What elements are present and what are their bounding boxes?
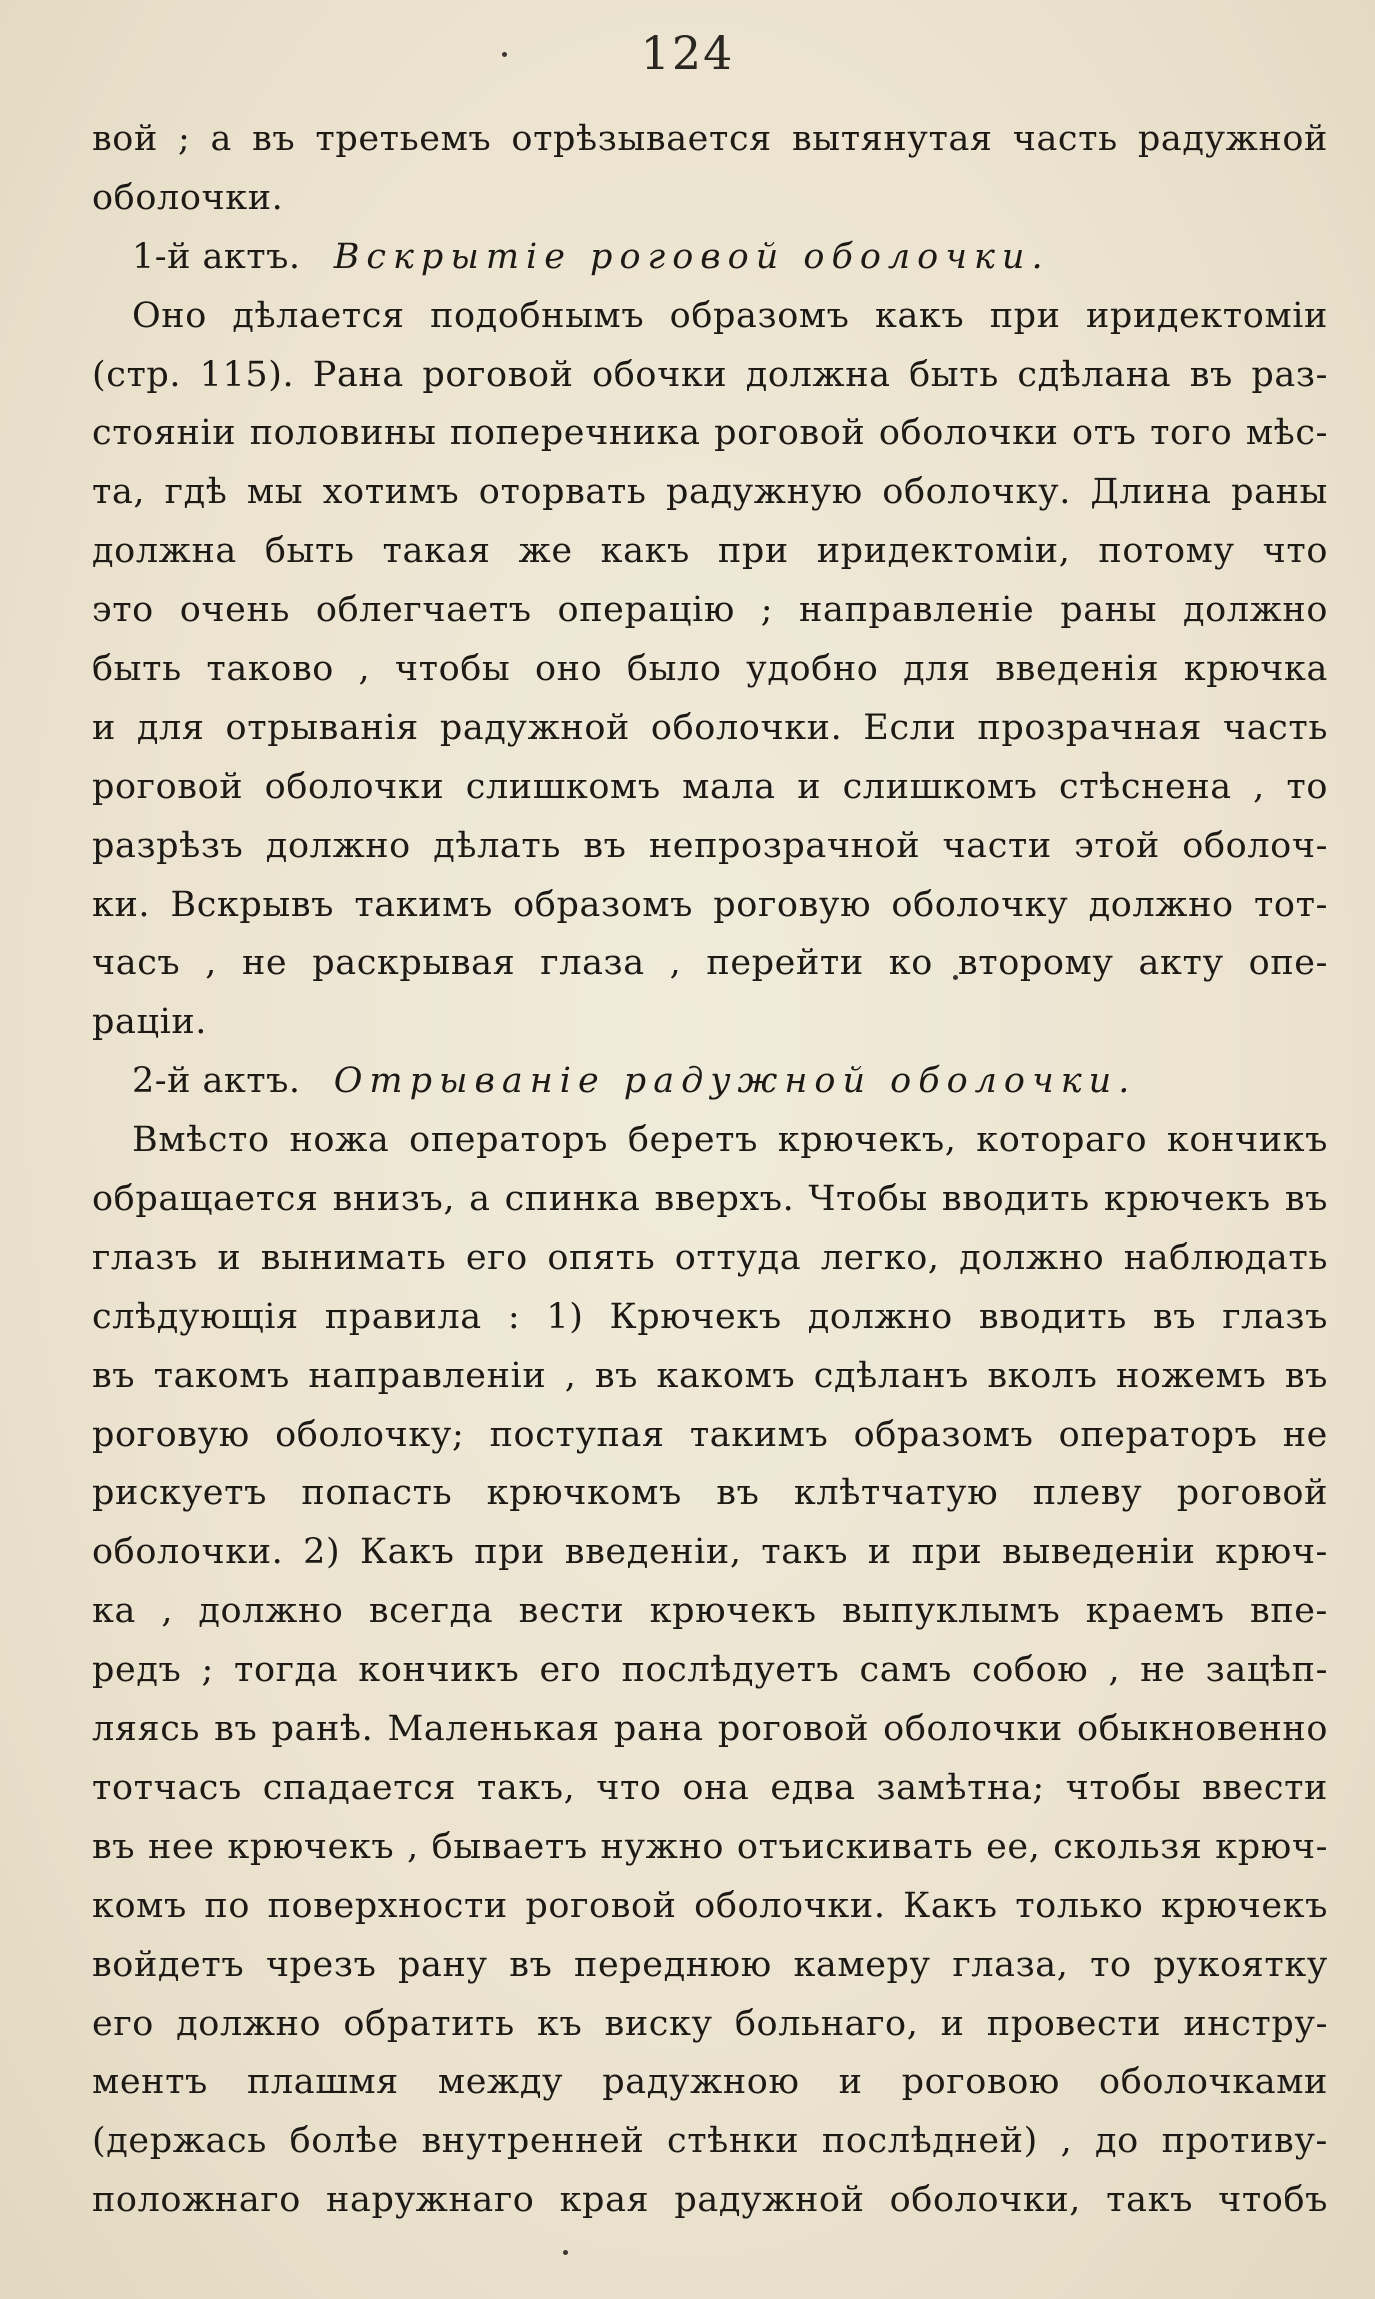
page-number: 124: [640, 26, 735, 80]
text-line: ментъ плашмя между радужною и роговою оболочками: [92, 2062, 1328, 2103]
text-line: глазъ и вынимать его опять оттуда легко, должно наблюдать: [92, 1237, 1328, 1278]
act-label: 1-й актъ.: [132, 236, 301, 277]
text-line: рискуетъ попасть крючкомъ въ клѣтчатую плеву роговой: [92, 1473, 1328, 1514]
act-label: 2-й актъ.: [132, 1061, 301, 1102]
text-line: войдетъ чрезъ рану въ переднюю камеру глаза, то рукоятку: [92, 1944, 1328, 1985]
text-line: (держась болѣе внутренней стѣнки послѣдней) , до противу-: [92, 2121, 1328, 2162]
text-line: (стр. 115). Рана роговой обочки должна быть сдѣлана въ раз-: [92, 354, 1328, 395]
act-title: Вскрытіе роговой оболочки.: [333, 236, 1050, 277]
text-line: и для отрыванія радужной оболочки. Если прозрачная часть: [92, 707, 1328, 748]
text-line: оболочки.: [92, 177, 284, 218]
text-line: положнаго наружнаго края радужной оболочки, такъ чтобъ: [92, 2180, 1328, 2221]
text-line: его должно обратить къ виску больнаго, и провести инстру-: [92, 2003, 1328, 2044]
text-line: та, гдѣ мы хотимъ оторвать радужную оболочку. Длина раны: [92, 472, 1328, 513]
act-title: Отрываніе радужной оболочки.: [333, 1061, 1137, 1102]
text-line: редъ ; тогда кончикъ его послѣдуетъ самъ собою , не зацѣп-: [92, 1650, 1328, 1691]
text-line: ка , должно всегда вести крючекъ выпуклымъ краемъ впе-: [92, 1591, 1328, 1632]
body-text: [92, 110, 1328, 2230]
text-line: стояніи половины поперечника роговой оболочки отъ того мѣс-: [92, 413, 1328, 454]
ink-speck: [502, 52, 507, 57]
text-line: Вмѣсто ножа операторъ беретъ крючекъ, котораго кончикъ: [132, 1120, 1328, 1161]
text-line: ляясь въ ранѣ. Маленькая рана роговой оболочки обыкновенно: [92, 1709, 1328, 1750]
text-line: комъ по поверхности роговой оболочки. Какъ только крючекъ: [92, 1885, 1328, 1926]
text-line: вой ; а въ третьемъ отрѣзывается вытянутая часть радужной: [92, 119, 1328, 159]
text-line: тотчасъ спадается такъ, что она едва замѣтна; чтобы ввести: [92, 1767, 1328, 1808]
text-line: въ такомъ направленіи , въ какомъ сдѣланъ вколъ ножемъ въ: [92, 1355, 1328, 1396]
text-line: Оно дѣлается подобнымъ образомъ какъ при иридектоміи: [132, 295, 1328, 336]
text-line: въ нее крючекъ , бываетъ нужно отъискивать ее, скользя крюч-: [92, 1826, 1328, 1867]
text-line: оболочки. 2) Какъ при введеніи, такъ и при выведеніи крюч-: [92, 1532, 1328, 1573]
text-line: раціи.: [92, 1002, 208, 1043]
text-line: роговую оболочку; поступая такимъ образомъ операторъ не: [92, 1414, 1328, 1455]
text-line: это очень облегчаетъ операцію ; направленіе раны должно: [92, 590, 1328, 631]
text-line: роговой оболочки слишкомъ мала и слишкомъ стѣснена , то: [92, 766, 1328, 807]
text-line: обращается внизъ, а спинка вверхъ. Чтобы вводить крючекъ въ: [92, 1179, 1328, 1220]
section-heading-act-2: [92, 1052, 1328, 1111]
text-line: часъ , не раскрывая глаза , перейти ко второму акту опе-: [92, 943, 1328, 984]
text-line: ки. Вскрывъ такимъ образомъ роговую оболочку должно тот-: [92, 884, 1328, 925]
section-heading-act-1: [92, 228, 1328, 287]
text-line: должна быть такая же какъ при иридектоміи, потому что: [92, 531, 1328, 572]
text-line: слѣдующія правила : 1) Крючекъ должно вводить въ глазъ: [92, 1296, 1328, 1337]
text-line: быть таково , чтобы оно было удобно для введенія крючка: [92, 649, 1328, 690]
ink-speck: [563, 2250, 568, 2255]
text-line: разрѣзъ должно дѣлать въ непрозрачной части этой оболоч-: [92, 825, 1328, 866]
